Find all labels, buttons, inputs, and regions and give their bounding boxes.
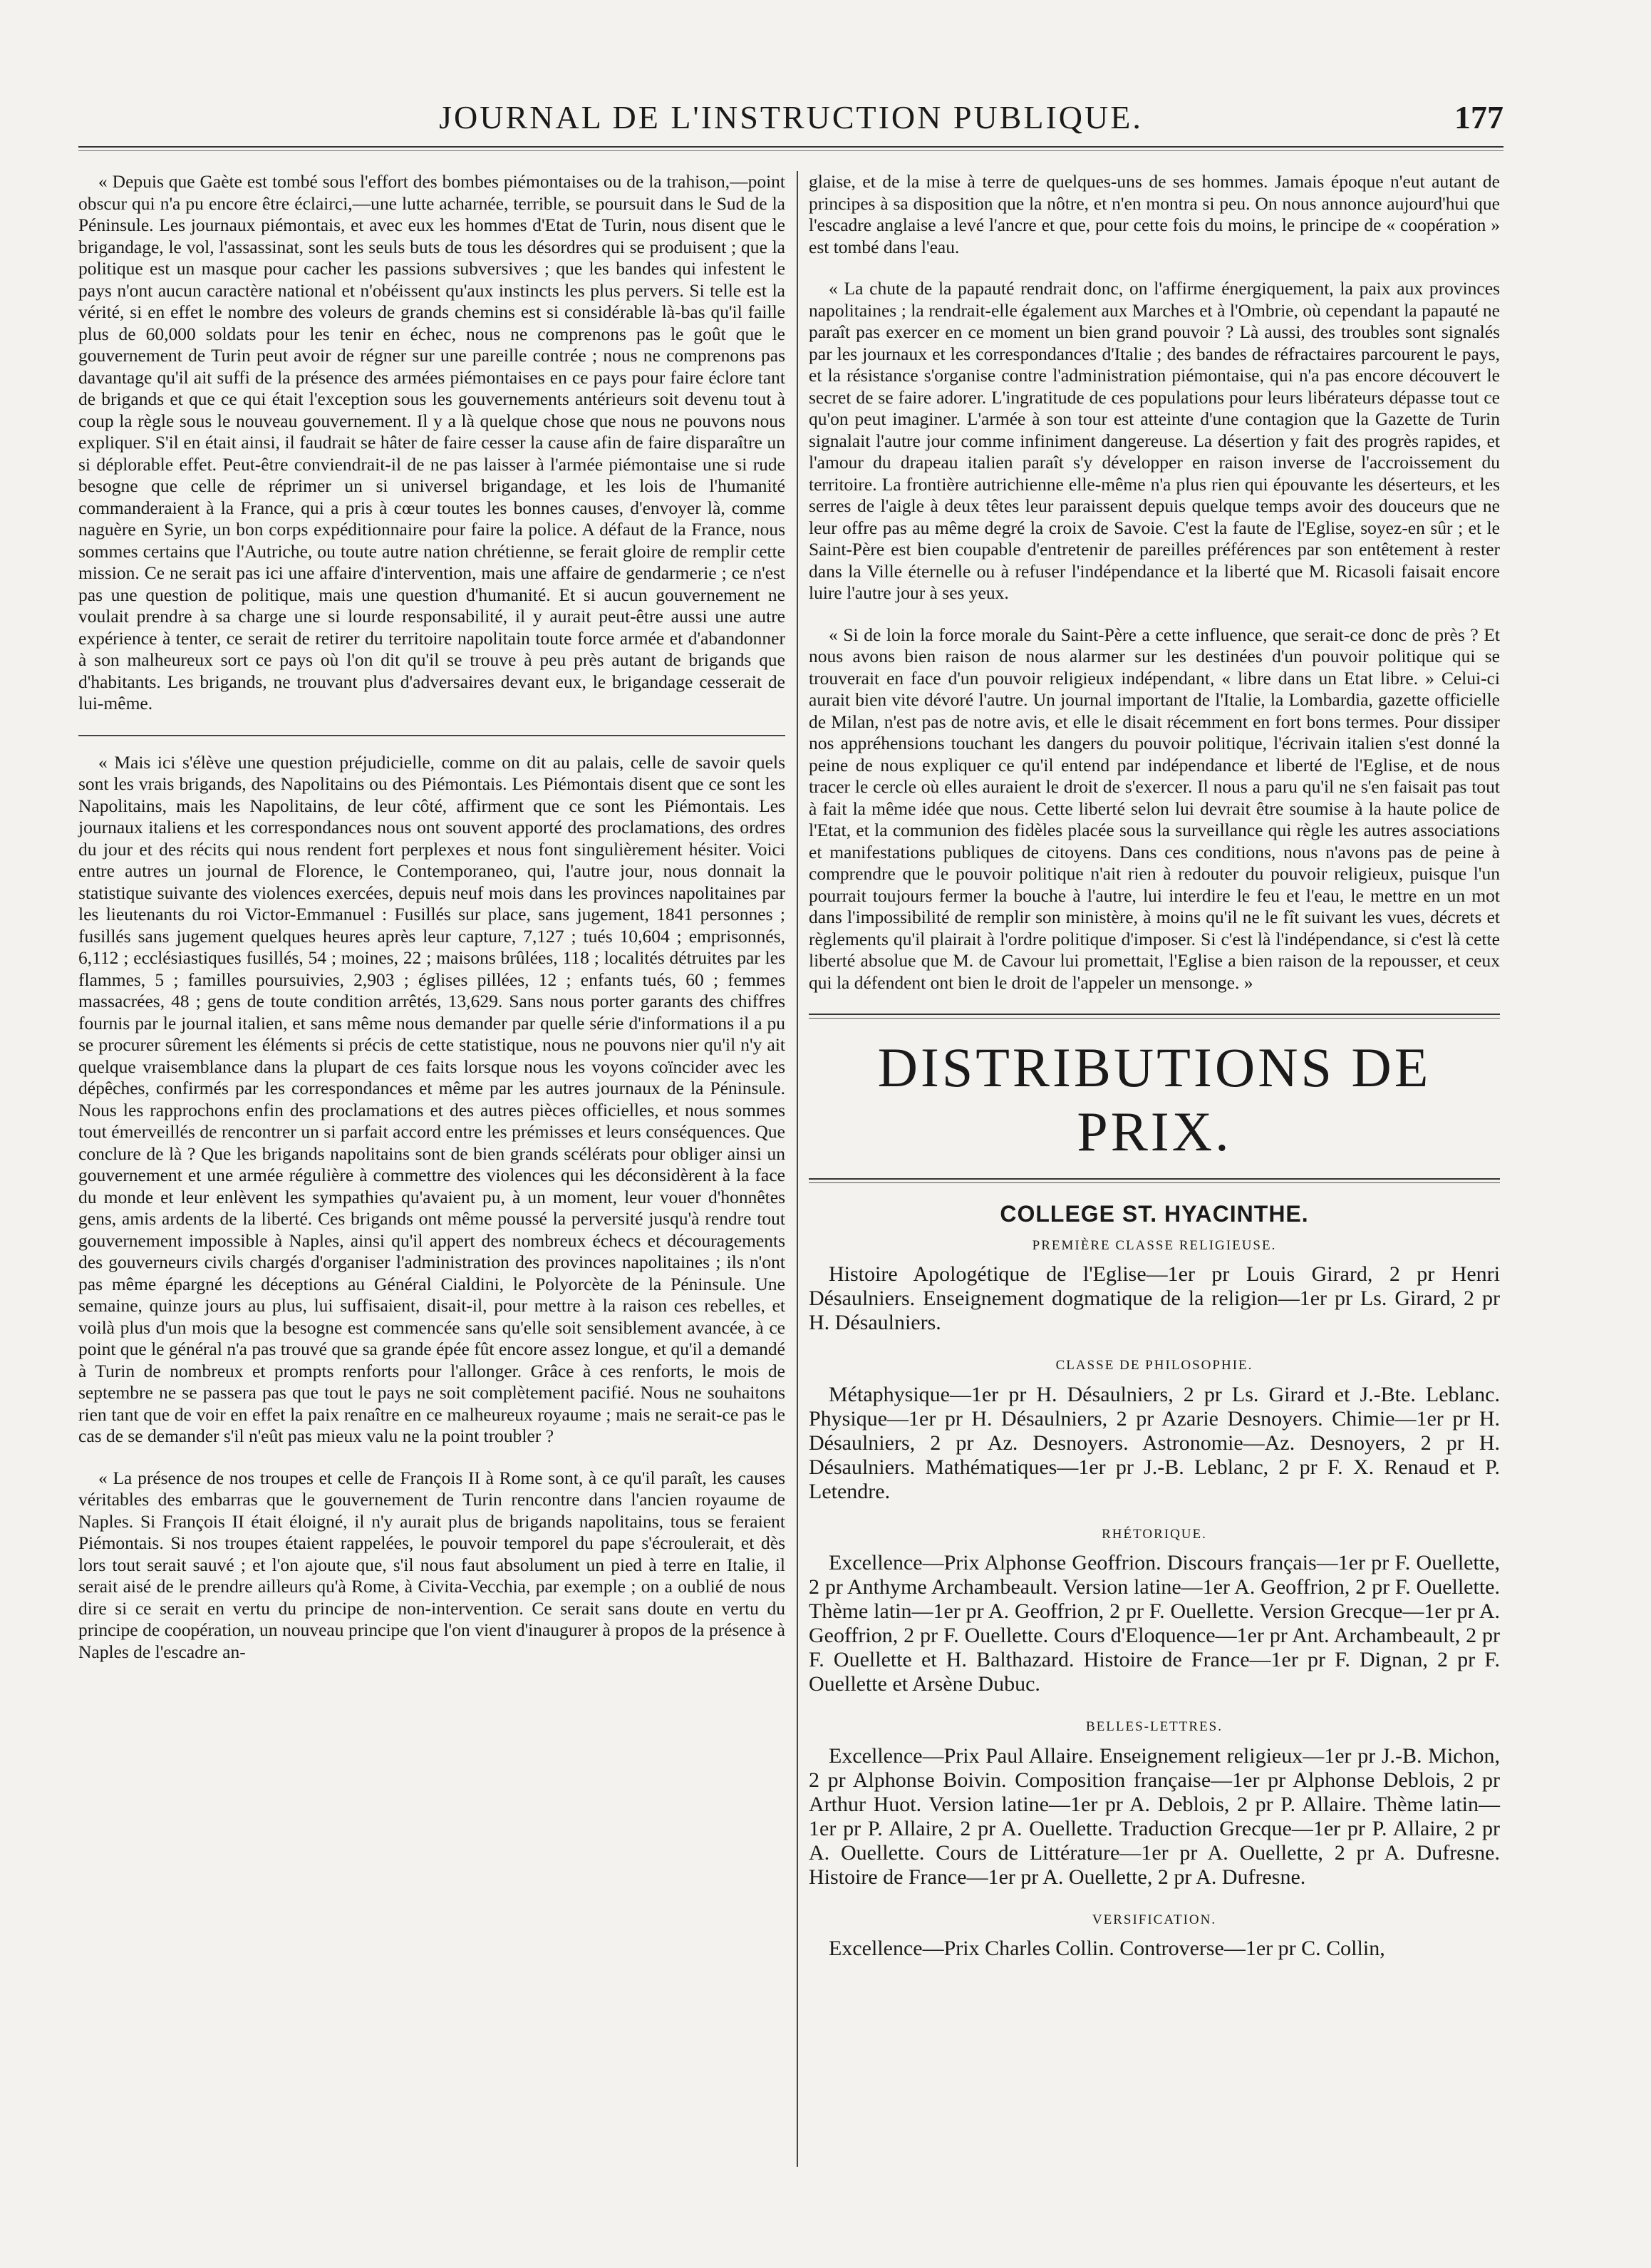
journal-title: JOURNAL DE L'INSTRUCTION PUBLIQUE. — [439, 99, 1143, 135]
section-rule — [809, 1178, 1500, 1183]
paragraph-rule — [78, 735, 785, 736]
class-heading: PREMIÈRE CLASSE RELIGIEUSE. — [1032, 1237, 1277, 1253]
column-divider — [797, 171, 798, 2167]
article-paragraph: « La chute de la papauté rendrait donc, on l'affirme énergiquement, la paix aux provinces napolitaines ; la rendrait-elle également aux Marches et à l'Ombrie, où cependant la papauté ne paraît pas exercer en ce moment un bien grand pouvoir ? Là aussi, des troubles sont signalés par les journaux et les correspondances d'Italie ; des bandes de réfractaires parcourent le pays, et la résistance s'organise contre l'administration piémontaise, qui n'a pas encore découvert le secret de se faire adorer. L'ingratitude de ces populations pour leurs libérateurs dépasse tout ce qu'on peut imaginer. L'armée à son tour est atteinte d'une contagion que la Gazette de Turin signalait l'autre jour comme infiniment dangereuse. La désertion y fait des progrès rapides, et l'amour du drapeau italien paraît s'y développer en raison inverse de l'accroissement du territoire. La frontière autrichienne elle-même n'a plus rien qui épouvante les déserteurs, et les serres de l'aigle à deux têtes leur paraissent depuis quelque temps avoir des douceurs que ne leur offre pas au même degré la croix de Savoie. C'est la faute de l'Eglise, soyez-en sûr ; et le Saint-Père est bien coupable d'entretenir de pareilles préférences par son entêtement à rester dans la Ville éternelle ou à refuser l'indépendance et la liberté que M. Ricasoli faisait encore luire l'autre jour à ses yeux. — [809, 278, 1500, 603]
college-name: COLLEGE ST. HYACINTHE. — [1000, 1201, 1309, 1227]
article-paragraph: « Si de loin la force morale du Saint-Père a cette influence, que serait-ce donc de près ? Et nous avons bien raison de nous alarmer sur les destinées d'un pouvoir politique qui se trouverait en face d'un pouvoir religieux indépendant, « libre dans un Etat libre. » Celui-ci aurait bien vite dévoré l'autre. Un journal important de l'Italie, la Lombardia, gazette officielle de Milan, n'est pas de notre avis, et elle le disait récemment en fort bons termes. Pour dissiper nos appréhensions touchant les dangers du pouvoir politique, l'écrivain italien s'est donné la peine de nous expliquer ce qu'il entend par indépendance et liberté de l'Eglise, et de nous tracer le cercle où elles auraient le droit de s'exercer. Il nous a paru qu'il ne s'en faisait pas tout à fait la même idée que nous. Cette liberté selon lui devrait être soumise à la haute police de l'Etat, et la communion des fidèles placée sous la surveillance qui règle les autres associations et manifestations publiques de citoyens. Dans ces conditions, nous n'avons pas de peine à comprendre que le pouvoir politique n'ait rien à redouter du pouvoir religieux, puisque l'un pourrait toujours fermer la bouche à l'autre, lui interdire le feu et l'eau, le mettre en un mot dans l'impossibilité de remplir son ministère, à moins qu'il ne le fît suivant les vues, décrets et règlements qu'il plairait à l'ordre politique d'imposer. Si c'est là l'indépendance, si c'est là cette liberté absolue que M. de Cavour lui promettait, l'Eglise a bien raison de la repousser, et ceux qui la défendent ont bien le droit de l'appeler un mensonge. » — [809, 624, 1500, 993]
prize-list: Métaphysique—1er pr H. Désaulniers, 2 pr Ls. Girard et J.-Bte. Leblanc. Physique—1er pr H. Désaulniers, 2 pr Azarie Desnoyers. Chimie—1er pr H. Désaulniers, 2 pr Az. Desnoyers. Astronomie—Az. Desnoyers, 2 pr H. Désaulniers. Mathématiques—1er pr J.-B. Leblanc, 2 pr F. X. Renaud et P. Letendre. — [809, 1382, 1500, 1503]
prize-list: Excellence—Prix Alphonse Geoffrion. Discours français—1er pr F. Ouellette, 2 pr Anthyme Archambeault. Version latine—1er A. Geoffrion, 2 pr F. Ouellette. Thème latin—1er pr A. Geoffrion, 2 pr F. Ouellette. Version Grecque—1er pr A. Geoffrion, 2 pr F. Ouellette. Cours d'Eloquence—1er pr Ant. Archambeault, 2 pr F. Ouellette et H. Balthazard. Histoire de France—1er pr F. Dignan, 2 pr F. Ouellette et Arsène Dubuc. — [809, 1551, 1500, 1696]
prize-list: Histoire Apologétique de l'Eglise—1er pr Louis Girard, 2 pr Henri Désaulniers. Enseignement dogmatique de la religion—1er pr Ls. Girard, 2 pr H. Désaulniers. — [809, 1262, 1500, 1334]
article-paragraph: « La présence de nos troupes et celle de François II à Rome sont, à ce qu'il paraît, les causes véritables des embarras que le gouvernement de Turin rencontre dans l'ancien royaume de Naples. Si François II était éloigné, il n'y aurait plus de brigands napolitains, tous se feraient Piémontais. Si nos troupes étaient rappelées, le pouvoir temporel du pape s'écroulerait, et dès lors tout serait sauvé ; et l'on ajoute que, s'il nous faut absolument un pied à terre en Italie, il serait aisé de le prendre ailleurs qu'à Rome, à Civita-Vecchia, par exemple ; on a oublié de nous dire si ce serait en vertu du principe de non-intervention. Ce serait sans doute en vertu du principe de coopération, un nouveau principe que l'on vient d'inaugurer à propos de la présence à Naples de l'escadre an- — [78, 1467, 785, 1662]
class-heading: CLASSE DE PHILOSOPHIE. — [1055, 1358, 1253, 1373]
class-heading: VERSIFICATION. — [1092, 1912, 1217, 1927]
page-header — [78, 98, 1504, 141]
left-column — [78, 171, 785, 1683]
header-rule — [78, 146, 1504, 151]
article-paragraph: « Mais ici s'élève une question préjudicielle, comme on dit au palais, celle de savoir quels sont les vrais brigands, des Napolitains ou des Piémontais. Les Piémontais disent que ce sont les Napolitains, mais les Napolitains, de leur côté, affirment que ce sont les Piémontais. Les journaux italiens et les correspondances nous ont souvent apporté des proclamations, des ordres du jour et des récits qui nous rendent fort perplexes et nous font singulièrement hésiter. Voici entre autres un journal de Florence, le Contemporaneo, qui, l'autre jour, nous donnait la statistique suivante des violences exercées, depuis neuf mois dans les provinces napolitaines par les lieutenants du roi Victor-Emmanuel : Fusillés sur place, sans jugement, 1841 personnes ; fusillés sans jugement quelques heures après leur capture, 7,127 ; tués 10,604 ; emprisonnés, 6,112 ; ecclésiastiques fusillés, 54 ; moines, 22 ; maisons brûlées, 118 ; localités détruites par les flammes, 5 ; familles poursuivies, 2,903 ; églises pillées, 12 ; enfants tués, 60 ; femmes massacrées, 48 ; gens de toute condition arrêtés, 13,629. Sans nous porter garants des chiffres fournis par le journal italien, et sans même nous demander par quelle série d'informations il a pu se procurer sûrement les éléments si précis de cette statistique, nous ne pouvons nier qu'il n'y ait quelque vraisemblance dans la plupart de ces faits lorsque nous les voyons coïncider avec les dépêches, confirmés par les correspondances et même par les autres journaux de la Péninsule. Nous les rapprochons enfin des proclamations et des autres pièces officielles, et nous sommes tout émerveillés de rencontrer un si parfait accord entre les prémisses et leurs conséquences. Que conclure de là ? Que les brigands napolitains sont de bien grands scélérats pour obliger ainsi un gouvernement et une armée régulière à commettre des violences qui les déconsidèrent à la face du monde et leur enlèvent les sympathies qu'avaient pu, à un moment, leur vouer d'honnêtes gens, amis ardents de la liberté. Ces brigands ont même poussé la perversité jusqu'à rendre tout gouvernement impossible à Naples, ainsi qu'il appert des nombreux échecs et découragements des gouverneurs civils chargés d'organiser l'administration des provinces napolitaines ; ils n'ont pas même épargné les déceptions au Général Cialdini, le Polyorcète de la Péninsule. Une semaine, quinze jours au plus, lui suffisaient, disait-il, pour mettre à la raison ces rebelles, et voilà plus d'un mois que la besogne est commencée sans qu'elle soit sensiblement avancée, à ce point que le général n'a pas trouvé que sa grande épée fût encore assez longue, et qu'il a demandé à Turin de nombreux et prompts renforts pour l'allonger. Grâce à ces renforts, le mois de septembre ne se passera pas que tout le pays ne soit complètement pacifié. Nous ne souhaitons rien tant que de voir en effet la paix renaître en ce malheureux royaume ; mais ne serait-ce pas le cas de se demander s'il n'eût pas mieux valu ne la point troubler ? — [78, 751, 785, 1446]
article-paragraph: « Depuis que Gaète est tombé sous l'effort des bombes piémontaises ou de la trahison,—point obscur qui n'a pu encore être éclairci,—une lutte acharnée, terrible, se poursuit dans le Sud de la Péninsule. Les journaux piémontais, et avec eux les hommes d'Etat de Turin, nous disent que le brigandage, le vol, l'assassinat, sont les seuls buts de tous les désordres qui se produisent ; que la politique est un masque pour cacher les passions subversives ; que les bandes qui infestent le pays n'ont aucun caractère national et n'obéissent qu'aux instincts les plus pervers. Si telle est la vérité, si en effet le nombre des voleurs de grands chemins est si considérable là-bas qu'il faille plus de 60,000 soldats pour les tenir en échec, nous ne comprenons pas le goût que le gouvernement de Turin peut avoir de régner sur une pareille contrée ; nous ne comprenons pas davantage qu'il ait suffi de la présence des armées piémontaises en ce pays pour faire éclore tant de brigands et que ce qui était l'exception sous les gouvernements antérieurs soit devenu tout à coup la règle sous le nouveau gouvernement. Il y a là quelque chose que nous ne pouvons nous expliquer. S'il en était ainsi, il faudrait se hâter de faire cesser la cause afin de faire disparaître un si déplorable effet. Peut-être conviendrait-il de ne pas laisser à l'armée piémontaise une si rude besogne que celle de réprimer un si universel brigandage, et les lois de l'humanité commanderaient à la France, qui a pris à cœur toutes les bonnes causes, d'envoyer là, comme naguère en Syrie, un bon corps expéditionnaire pour faire la police. A défaut de la France, nous sommes certains que l'Autriche, ou toute autre nation chrétienne, se ferait gloire de remplir cette mission. Ce ne serait pas ici une affaire d'intervention, mais une affaire de gendarmerie ; ce n'est pas une question de politique, mais une question d'humanité. Et si aucun gouvernement ne voulait prendre à sa charge une si lourde responsabilité, il y aurait peut-être aussi une autre expérience à tenter, ce serait de retirer du territoire napolitain toute force armée et d'abandonner à son malheureux sort ce pays où l'on dit qu'il se trouve à peu près autant de brigands que d'habitants. Les brigands, ne trouvant plus d'adversaires devant eux, le brigandage cesserait de lui-même. — [78, 171, 785, 713]
class-heading: RHÉTORIQUE. — [1102, 1526, 1207, 1542]
class-heading: BELLES-LETTRES. — [1085, 1719, 1223, 1734]
prize-list: Excellence—Prix Charles Collin. Controverse—1er pr C. Collin, — [829, 1937, 1385, 1960]
prize-list: Excellence—Prix Paul Allaire. Enseignement religieux—1er pr J.-B. Michon, 2 pr Alphonse Boivin. Composition française—1er pr Alphonse Deblois, 2 pr Arthur Huot. Version latine—1er pr A. Deblois, 2 pr P. Allaire. Thème latin—1er pr P. Allaire, 2 pr A. Ouellette. Traduction Grecque—1er pr P. Allaire, 2 pr A. Ouellette. Cours de Littérature—1er pr A. Ouellette, 2 pr A. Dufresne. Histoire de France—1er pr A. Ouellette, 2 pr A. Dufresne. — [809, 1743, 1500, 1889]
page-number: 177 — [1454, 99, 1504, 135]
right-column — [809, 171, 1500, 1981]
section-title: DISTRIBUTIONS DE PRIX. — [877, 1036, 1432, 1163]
article-paragraph: glaise, et de la mise à terre de quelques-uns de ses hommes. Jamais époque n'eut autant de principes à sa disposition que la nôtre, et n'en montra si peu. On nous annonce aujourd'hui que l'escadre anglaise a levé l'ancre et que, pour cette fois du moins, le principe de « coopération » est tombé dans l'eau. — [809, 171, 1500, 257]
section-rule — [809, 1014, 1500, 1019]
